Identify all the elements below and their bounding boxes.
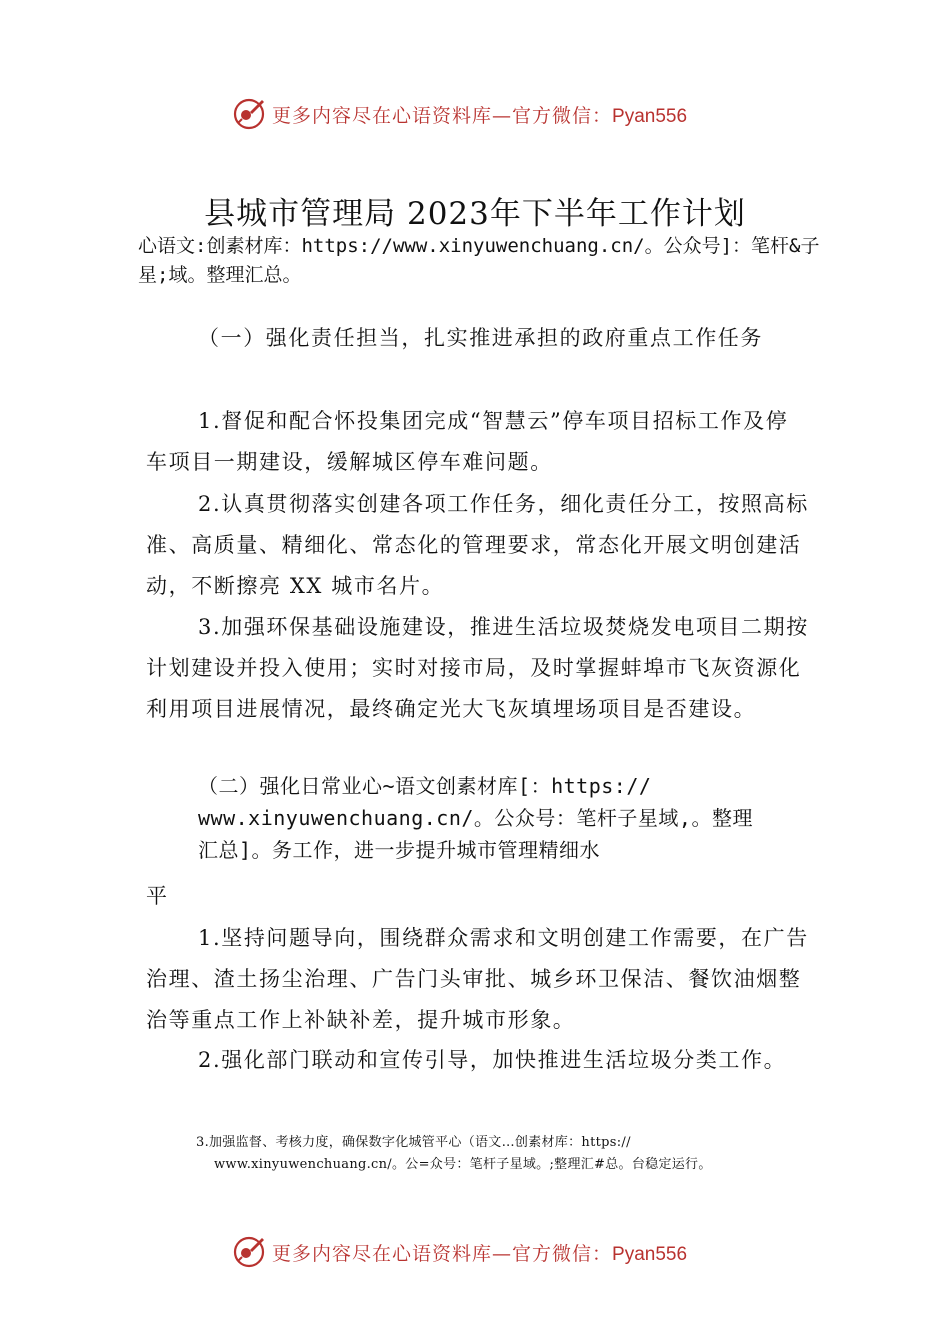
section-1-heading	[146, 318, 810, 359]
section-2-heading	[146, 770, 836, 866]
section-2-item-2-text: 2.强化部门联动和宣传引导，加快推进生活垃圾分类工作。	[198, 1048, 787, 1072]
banner-main: 更多内容尽在心语资料库	[272, 104, 493, 127]
section-2-heading-line-1: （二）强化日常业心~语文创素材库[：https://	[198, 774, 652, 798]
footer-banner-wechat-label: 官方微信：	[512, 1242, 613, 1265]
brush-circle-icon	[232, 1235, 266, 1269]
header-banner	[232, 96, 732, 132]
section-1-item-3-text: 3.加强环保基础设施建设，推进生活垃圾焚烧发电项目二期按计划建设并投入使用；实时对接市局，及时掌握蚌埠市飞灰资源化利用项目进展情况，最终确定光大飞灰填埋场项目是否建设。	[146, 615, 809, 721]
section-2-heading-line-2: www.xinyuwenchuang.cn/。公众号：笔杆子星域,。整理	[198, 806, 753, 830]
section-2-item-3-text-a: 3.加强监督、考核力度，确保数字化城管平心（语文…创素材库：https://	[196, 1135, 631, 1150]
section-1-item-1-text: 1.督促和配合怀投集团完成“智慧云”停车项目招标工作及停车项目一期建设，缓解城区停车难问题。	[146, 409, 789, 474]
section-1-item-3	[146, 607, 810, 730]
section-2-item-1-text: 1.坚持问题导向，围绕群众需求和文明创建工作需要，在广告治理、渣土扬尘治理、广告门头审批、城乡环卫保洁、餐饮油烟整治等重点工作上补缺补差，提升城市形象。	[146, 926, 809, 1032]
footer-banner-text	[272, 1239, 687, 1266]
footer-banner-wechat-id: Pyan556	[612, 1243, 688, 1265]
source-note: 心语文:创素材库：https://www.xinyuwenchuang.cn/。公众号]：笔杆&子星;域。整理汇总。	[138, 235, 820, 286]
section-2-item-2	[146, 1040, 810, 1081]
section-2-item-3	[196, 1132, 856, 1176]
document-title: 县城市管理局 2023年下半年工作计划	[204, 196, 746, 232]
banner-sep: —	[492, 104, 513, 127]
section-1-item-2	[146, 484, 810, 607]
banner-text	[272, 101, 687, 128]
footer-banner-sep: —	[492, 1242, 513, 1265]
banner-wechat-id: Pyan556	[612, 105, 688, 127]
section-2-heading-tail: 平	[146, 884, 169, 908]
section-1-item-2-text: 2.认真贯彻落实创建各项工作任务，细化责任分工，按照高标准、高质量、精细化、常态化的管理要求，常态化开展文明创建活动，不断擦亮 XX 城市名片。	[146, 492, 809, 598]
section-2-item-3-line-1	[196, 1132, 856, 1154]
section-1-heading-text: （一）强化责任担当，扎实推进承担的政府重点工作任务	[198, 326, 763, 350]
footer-banner	[232, 1234, 732, 1270]
brush-circle-icon	[232, 97, 266, 131]
section-2-heading-line-3: 汇总]。务工作，进一步提升城市管理精细水	[198, 838, 601, 862]
section-2-item-1	[146, 918, 810, 1041]
banner-wechat-label: 官方微信：	[512, 104, 613, 127]
section-1-item-1	[146, 401, 810, 483]
section-2-item-3-line-2: www.xinyuwenchuang.cn/。公=众号：笔杆子星域。;整理汇#总。台稳定运行。	[214, 1157, 712, 1172]
footer-banner-main: 更多内容尽在心语资料库	[272, 1242, 493, 1265]
